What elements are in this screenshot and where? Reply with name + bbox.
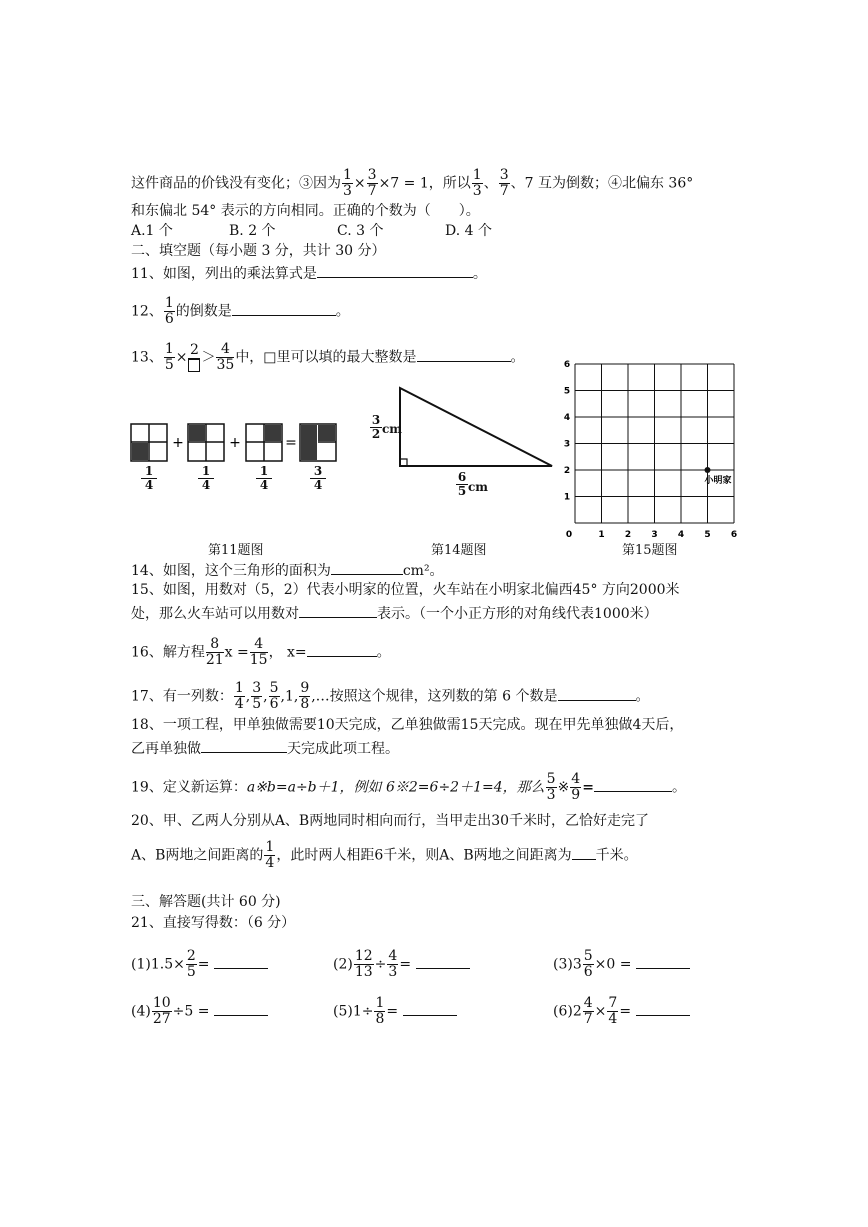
fig11-fraction-1: 1 4	[141, 465, 157, 492]
fraction: $\frac{1}{6}$	[164, 295, 174, 327]
x-tick-label: 0	[565, 530, 573, 540]
q13: 13、 $\frac{1}{5}$ × 2 ＞ $\frac{4}{35}$ 中，□里可以填的最大整数是 。	[131, 341, 525, 373]
x-tick-label: 1	[598, 530, 605, 540]
q15-line2: 处，那么火车站可以用数对 表示。（一个小正方形的对角线代表1000米）	[131, 603, 658, 623]
q12: 12、 $\frac{1}{6}$ 的倒数是 。	[131, 295, 350, 327]
q11: 11、如图，列出的乘法算式是 。	[131, 263, 487, 283]
y-tick-label: 1	[563, 492, 571, 503]
section-3-title: 三、解答题(共计 60 分)	[131, 894, 281, 910]
q21-title: 21、直接写得数：（6 分）	[131, 915, 296, 931]
fraction: 2	[188, 343, 200, 372]
fig11-caption: 第11题图	[208, 543, 264, 558]
figure-15-grid	[0, 0, 868, 560]
y-tick-label: 3	[563, 439, 571, 450]
calc-1: (1)1.5× $\frac{2}{5}$ =	[131, 949, 268, 980]
fraction: $\frac{1}{3}$	[343, 167, 352, 199]
y-tick-label: 5	[563, 386, 571, 397]
fraction: $\frac{8}{21}$	[205, 636, 224, 668]
x-tick-label: 5	[704, 530, 711, 540]
q18-line1: 18、一项工程，甲单独做需要10天完成，乙单独做需15天完成。现在甲先单独做4天后，	[131, 717, 684, 733]
q17: 17、有一列数： $\frac{1}{4}$ , $\frac{3}{5}$ , $\frac{5}{6}$ ,1, $\frac{9}{8}$ ,…按照这个规律，这列数的第 6 个数是 。	[131, 680, 650, 712]
q10-line1: 这件商品的价钱没有变化；③因为 $\frac{1}{3}$ × $\frac{3}{7}$ ×7 = 1，所以 $\frac{1}{3}$ 、 $\frac{3}{7}$ 、7 互为倒数；④北偏东 36°	[131, 167, 694, 199]
y-tick-label: 6	[563, 360, 571, 370]
fraction: $\frac{4}{9}$	[571, 771, 581, 803]
calc-5: (5)1÷ $\frac{1}{8}$ =	[333, 996, 457, 1027]
triangle-height-unit: cm	[382, 422, 403, 436]
fraction: $\frac{10}{27}$	[152, 995, 171, 1027]
fraction: $\frac{1}{8}$	[375, 995, 385, 1027]
q20-line1: 20、甲、乙两人分别从A、B两地同时相向而行，当甲走出30千米时，乙恰好走完了	[131, 813, 650, 829]
fraction: $\frac{7}{4}$	[608, 995, 618, 1027]
q16: 16、解方程 $\frac{8}{21}$ x = $\frac{4}{15}$ ， x= 。	[131, 636, 391, 668]
fraction: $\frac{3}{7}$	[499, 167, 509, 199]
fig11-fraction-2: 1 4	[198, 465, 214, 492]
plus-sign: +	[229, 435, 241, 451]
x-tick-label: 6	[730, 530, 738, 540]
fraction: $\frac{12}{13}$	[354, 948, 373, 980]
q14: 14、如图，这个三角形的面积为 cm²。	[131, 560, 444, 580]
triangle-base-unit: cm	[468, 480, 489, 494]
calc-6: (6)2 $\frac{4}{7}$ × $\frac{7}{4}$ =	[553, 996, 690, 1027]
fraction: $\frac{4}{15}$	[249, 636, 268, 668]
calc-4: (4) $\frac{10}{27}$ ÷5 =	[131, 996, 268, 1027]
fraction: $\frac{3}{7}$	[367, 167, 377, 199]
fraction: $\frac{4}{7}$	[583, 995, 593, 1027]
y-tick-label: 2	[563, 466, 571, 476]
q10-options: A.1 个 B. 2 个 C. 3 个 D. 4 个	[131, 223, 492, 239]
q15-line1: 15、如图，用数对（5，2）代表小明家的位置，火车站在小明家北偏西45° 方向2000米	[131, 582, 680, 598]
q18-line2: 乙再单独做 天完成此项工程。	[131, 738, 399, 758]
plus-sign: +	[172, 435, 184, 451]
fig14-caption: 第14题图	[431, 543, 487, 558]
xiaoming-home-point	[705, 467, 711, 473]
fraction: $\frac{9}{8}$	[300, 680, 310, 712]
q10-line2: 和东偏北 54° 表示的方向相同。正确的个数为（ ）。	[131, 203, 480, 219]
fraction: $\frac{1}{4}$	[265, 839, 275, 871]
x-tick-label: 2	[624, 530, 632, 540]
section-2-title: 二、填空题（每小题 3 分，共计 30 分）	[131, 243, 386, 259]
fig15-caption: 第15题图	[622, 543, 678, 558]
fraction: $\frac{1}{3}$	[472, 167, 482, 199]
triangle-base-fraction: 6 5	[457, 470, 467, 498]
q19: 19、定义新运算：a※b=a÷b＋1，例如 6※2=6÷2＋1=4，那么 $\frac{5}{3}$ ※ $\frac{4}{9}$ = 。	[131, 771, 686, 803]
x-tick-label: 3	[651, 530, 658, 540]
fraction: $\frac{5}{6}$	[269, 680, 279, 712]
fig11-fraction-3: 1 4	[256, 465, 272, 492]
triangle-height-fraction: 3 2	[371, 413, 381, 441]
fraction: $\frac{2}{5}$	[186, 948, 196, 980]
x-tick-label: 4	[677, 530, 685, 540]
fig11-fraction-4: 3 4	[310, 465, 326, 492]
y-tick-label: 4	[563, 413, 571, 423]
calc-3: (3)3 $\frac{5}{6}$ ×0 =	[553, 949, 690, 980]
equals-sign: =	[285, 435, 297, 451]
fraction: $\frac{4}{3}$	[388, 948, 398, 980]
calc-2: (2) $\frac{12}{13}$ ÷ $\frac{4}{3}$ =	[333, 949, 470, 980]
fraction: $\frac{1}{4}$	[234, 680, 244, 712]
q20-line2: A、B两地之间距离的 $\frac{1}{4}$ ，此时两人相距6千米，则A、B两地之间距离为 千米。	[131, 839, 638, 871]
fraction: $\frac{4}{35}$	[216, 341, 235, 373]
xiaoming-home-label: 小明家	[704, 476, 732, 486]
fraction: $\frac{3}{5}$	[252, 680, 262, 712]
fraction: $\frac{1}{5}$	[164, 341, 174, 373]
fraction: $\frac{5}{6}$	[583, 948, 593, 980]
fraction: $\frac{5}{3}$	[546, 771, 556, 803]
